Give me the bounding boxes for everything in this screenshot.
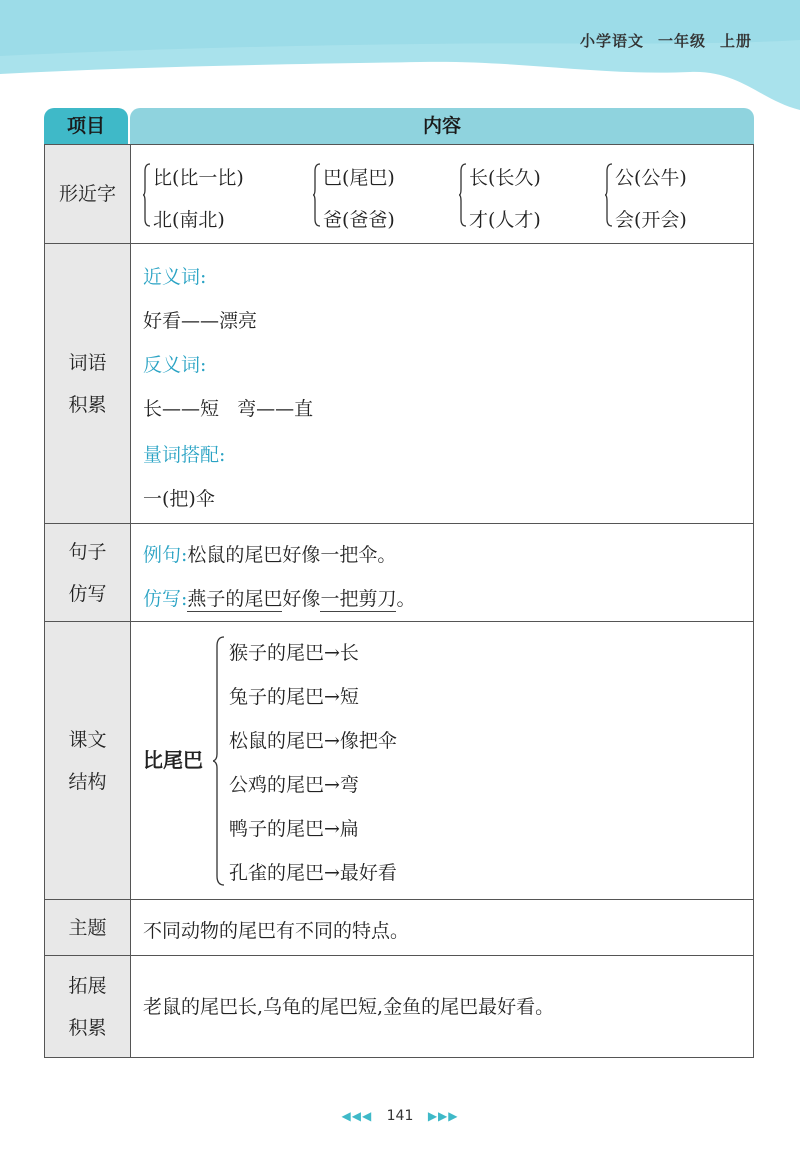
measure-title: 量词搭配: [143, 444, 226, 466]
char-a: 公(公牛) [615, 167, 687, 189]
structure-item: 鸭子的尾巴→扁 [229, 818, 359, 840]
label-text: 句子 [68, 540, 107, 563]
structure-item: 公鸡的尾巴→弯 [229, 774, 359, 796]
theme-text: 不同动物的尾巴有不同的特点。 [143, 920, 410, 942]
header-content: 内容 [130, 108, 754, 144]
imitate-part-2: 好像 [282, 588, 321, 610]
header-item: 项目 [44, 108, 128, 144]
structure-item: 兔子的尾巴→短 [229, 686, 359, 708]
row-content [131, 524, 753, 621]
synonyms-title: 近义词: [143, 266, 207, 288]
row-label [45, 145, 131, 243]
label-text: 词语 [68, 351, 107, 374]
label-text: 积累 [68, 393, 107, 416]
label-text: 结构 [68, 770, 107, 793]
row-content [131, 622, 753, 899]
label-text: 形近字 [58, 183, 116, 205]
row-structure [44, 622, 754, 900]
right-arrows-icon: ▶▶▶ [427, 1109, 459, 1123]
extension-text: 老鼠的尾巴长,乌龟的尾巴短,金鱼的尾巴最好看。 [143, 996, 555, 1018]
row-label [45, 622, 131, 899]
top-banner [0, 0, 800, 110]
example-text: 松鼠的尾巴好像一把伞。 [187, 544, 397, 566]
label-text: 积累 [68, 1016, 107, 1039]
table-header [44, 108, 754, 144]
imitate-sentence [143, 584, 415, 611]
row-theme [44, 900, 754, 956]
char-a: 长(长久) [469, 167, 541, 189]
row-content [131, 956, 753, 1057]
banner-wave-shape [0, 0, 800, 110]
label-text: 仿写 [68, 582, 107, 605]
row-label [45, 524, 131, 621]
synonyms-text: 好看——漂亮 [143, 310, 258, 332]
label-text: 拓展 [68, 974, 107, 997]
structure-item: 猴子的尾巴→长 [229, 642, 359, 664]
row-extension [44, 956, 754, 1058]
row-label [45, 900, 131, 955]
brace-icon [605, 163, 613, 227]
antonyms-text: 长——短 弯——直 [143, 398, 314, 420]
row-vocabulary [44, 244, 754, 524]
char-a: 比(比一比) [153, 167, 244, 189]
imitate-part-1: 燕子的尾巴 [187, 588, 283, 610]
row-content [131, 145, 753, 243]
subject-label: 小学语文 [579, 32, 644, 50]
char-b: 爸(爸爸) [323, 209, 395, 231]
brace-icon [313, 163, 321, 227]
page-footer [0, 1108, 800, 1124]
char-b: 才(人才) [469, 209, 541, 231]
imitate-title: 仿写: [143, 588, 188, 610]
row-label [45, 244, 131, 523]
row-similar-chars [44, 144, 754, 244]
page-number: 141 [386, 1108, 414, 1124]
char-b: 北(南北) [153, 209, 225, 231]
brace-icon [143, 163, 151, 227]
label-text: 主题 [68, 916, 107, 939]
structure-root: 比尾巴 [143, 748, 203, 772]
brace-icon [459, 163, 467, 227]
measure-text: 一(把)伞 [143, 488, 215, 510]
row-content [131, 900, 753, 955]
char-a: 巴(尾巴) [323, 167, 395, 189]
grade-label: 一年级 [657, 32, 706, 50]
row-content [131, 244, 753, 523]
summary-table [44, 108, 754, 144]
imitate-part-4: 。 [396, 588, 416, 610]
structure-item: 孔雀的尾巴→最好看 [229, 862, 397, 884]
example-title: 例句: [143, 544, 188, 566]
example-sentence [143, 540, 396, 567]
antonyms-title: 反义词: [143, 354, 207, 376]
left-arrows-icon: ◀◀◀ [341, 1109, 373, 1123]
imitate-part-3: 一把剪刀 [320, 588, 397, 610]
row-label [45, 956, 131, 1057]
char-b: 会(开会) [615, 209, 687, 231]
book-title [566, 30, 752, 51]
structure-item: 松鼠的尾巴→像把伞 [229, 730, 397, 752]
row-sentence [44, 524, 754, 622]
structure-brace-icon [213, 636, 225, 886]
term-label: 上册 [719, 32, 752, 50]
label-text: 课文 [68, 728, 107, 751]
